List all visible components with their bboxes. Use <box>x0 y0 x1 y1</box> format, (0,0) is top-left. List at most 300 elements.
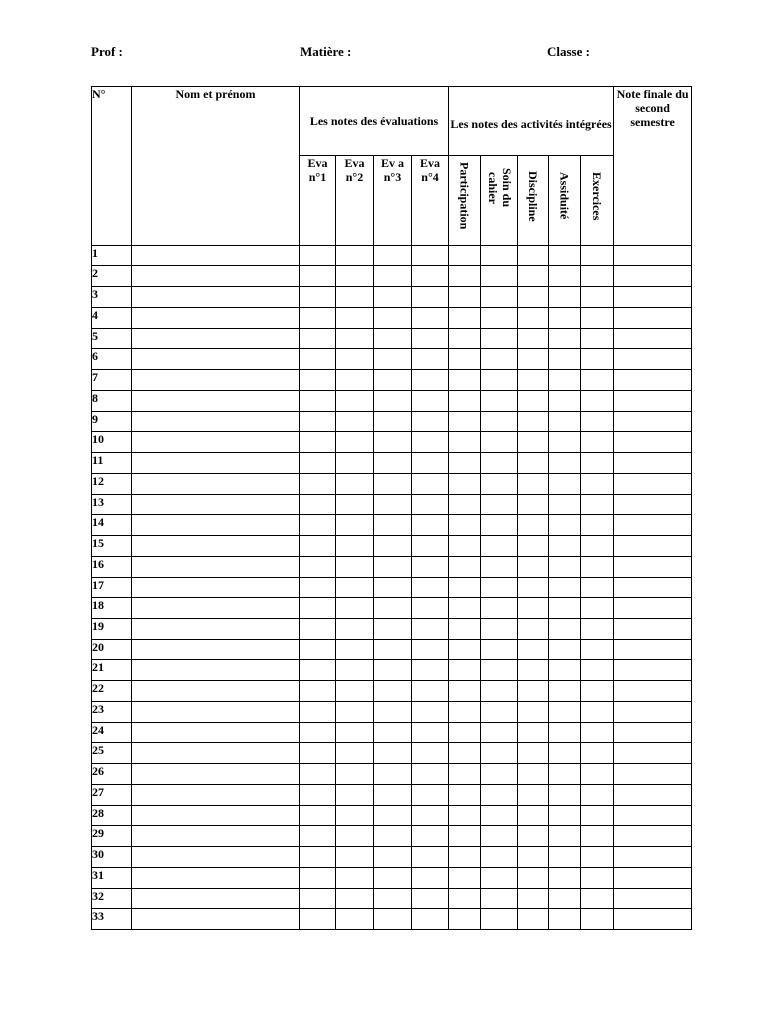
grade-cell[interactable] <box>336 598 374 619</box>
grade-cell[interactable] <box>449 432 481 453</box>
grade-cell[interactable] <box>614 702 692 723</box>
grade-cell[interactable] <box>581 868 614 889</box>
student-name-cell[interactable] <box>132 868 300 889</box>
grade-cell[interactable] <box>518 432 549 453</box>
grade-cell[interactable] <box>518 308 549 329</box>
grade-cell[interactable] <box>581 681 614 702</box>
grade-cell[interactable] <box>336 619 374 640</box>
grade-cell[interactable] <box>374 432 412 453</box>
grade-cell[interactable] <box>581 889 614 909</box>
grade-cell[interactable] <box>374 868 412 889</box>
grade-cell[interactable] <box>549 308 581 329</box>
student-name-cell[interactable] <box>132 578 300 598</box>
grade-cell[interactable] <box>374 495 412 515</box>
grade-cell[interactable] <box>374 826 412 847</box>
grade-cell[interactable] <box>549 515 581 536</box>
grade-cell[interactable] <box>300 681 336 702</box>
grade-cell[interactable] <box>412 764 449 785</box>
grade-cell[interactable] <box>581 266 614 287</box>
grade-cell[interactable] <box>449 578 481 598</box>
grade-cell[interactable] <box>581 391 614 412</box>
grade-cell[interactable] <box>412 266 449 287</box>
grade-cell[interactable] <box>412 432 449 453</box>
grade-cell[interactable] <box>614 723 692 743</box>
grade-cell[interactable] <box>549 266 581 287</box>
student-name-cell[interactable] <box>132 702 300 723</box>
grade-cell[interactable] <box>336 391 374 412</box>
grade-cell[interactable] <box>518 391 549 412</box>
grade-cell[interactable] <box>300 474 336 495</box>
grade-cell[interactable] <box>374 329 412 349</box>
grade-cell[interactable] <box>481 515 518 536</box>
grade-cell[interactable] <box>449 453 481 474</box>
grade-cell[interactable] <box>374 660 412 681</box>
grade-cell[interactable] <box>481 578 518 598</box>
grade-cell[interactable] <box>518 743 549 764</box>
grade-cell[interactable] <box>449 536 481 557</box>
grade-cell[interactable] <box>449 743 481 764</box>
grade-cell[interactable] <box>374 619 412 640</box>
grade-cell[interactable] <box>581 536 614 557</box>
student-name-cell[interactable] <box>132 515 300 536</box>
grade-cell[interactable] <box>374 391 412 412</box>
grade-cell[interactable] <box>581 474 614 495</box>
grade-cell[interactable] <box>336 474 374 495</box>
student-name-cell[interactable] <box>132 370 300 391</box>
grade-cell[interactable] <box>336 557 374 578</box>
grade-cell[interactable] <box>374 702 412 723</box>
grade-cell[interactable] <box>481 702 518 723</box>
grade-cell[interactable] <box>614 370 692 391</box>
grade-cell[interactable] <box>374 723 412 743</box>
grade-cell[interactable] <box>614 764 692 785</box>
grade-cell[interactable] <box>336 266 374 287</box>
grade-cell[interactable] <box>412 723 449 743</box>
grade-cell[interactable] <box>412 619 449 640</box>
grade-cell[interactable] <box>481 764 518 785</box>
grade-cell[interactable] <box>336 515 374 536</box>
student-name-cell[interactable] <box>132 287 300 308</box>
grade-cell[interactable] <box>374 557 412 578</box>
grade-cell[interactable] <box>412 515 449 536</box>
grade-cell[interactable] <box>412 743 449 764</box>
grade-cell[interactable] <box>481 619 518 640</box>
grade-cell[interactable] <box>300 536 336 557</box>
grade-cell[interactable] <box>549 660 581 681</box>
grade-cell[interactable] <box>581 349 614 370</box>
grade-cell[interactable] <box>614 660 692 681</box>
grade-cell[interactable] <box>518 660 549 681</box>
grade-cell[interactable] <box>614 266 692 287</box>
grade-cell[interactable] <box>300 349 336 370</box>
grade-cell[interactable] <box>481 412 518 432</box>
grade-cell[interactable] <box>549 743 581 764</box>
student-name-cell[interactable] <box>132 785 300 806</box>
grade-cell[interactable] <box>518 329 549 349</box>
student-name-cell[interactable] <box>132 806 300 826</box>
grade-cell[interactable] <box>412 246 449 266</box>
grade-cell[interactable] <box>481 909 518 930</box>
grade-cell[interactable] <box>336 349 374 370</box>
grade-cell[interactable] <box>614 515 692 536</box>
grade-cell[interactable] <box>412 598 449 619</box>
grade-cell[interactable] <box>581 785 614 806</box>
grade-cell[interactable] <box>549 349 581 370</box>
student-name-cell[interactable] <box>132 557 300 578</box>
grade-cell[interactable] <box>336 640 374 660</box>
grade-cell[interactable] <box>374 536 412 557</box>
grade-cell[interactable] <box>336 453 374 474</box>
grade-cell[interactable] <box>481 847 518 868</box>
grade-cell[interactable] <box>412 909 449 930</box>
grade-cell[interactable] <box>614 329 692 349</box>
grade-cell[interactable] <box>614 785 692 806</box>
grade-cell[interactable] <box>581 723 614 743</box>
student-name-cell[interactable] <box>132 847 300 868</box>
grade-cell[interactable] <box>581 287 614 308</box>
grade-cell[interactable] <box>614 743 692 764</box>
grade-cell[interactable] <box>336 826 374 847</box>
grade-cell[interactable] <box>518 287 549 308</box>
grade-cell[interactable] <box>581 308 614 329</box>
grade-cell[interactable] <box>300 557 336 578</box>
grade-cell[interactable] <box>581 764 614 785</box>
grade-cell[interactable] <box>300 412 336 432</box>
student-name-cell[interactable] <box>132 432 300 453</box>
grade-cell[interactable] <box>412 370 449 391</box>
grade-cell[interactable] <box>336 764 374 785</box>
grade-cell[interactable] <box>549 764 581 785</box>
grade-cell[interactable] <box>412 640 449 660</box>
grade-cell[interactable] <box>518 889 549 909</box>
student-name-cell[interactable] <box>132 640 300 660</box>
grade-cell[interactable] <box>374 681 412 702</box>
grade-cell[interactable] <box>581 660 614 681</box>
grade-cell[interactable] <box>449 349 481 370</box>
grade-cell[interactable] <box>374 889 412 909</box>
grade-cell[interactable] <box>412 557 449 578</box>
grade-cell[interactable] <box>518 640 549 660</box>
grade-cell[interactable] <box>412 660 449 681</box>
grade-cell[interactable] <box>449 495 481 515</box>
grade-cell[interactable] <box>481 391 518 412</box>
grade-cell[interactable] <box>581 909 614 930</box>
grade-cell[interactable] <box>449 598 481 619</box>
grade-cell[interactable] <box>481 453 518 474</box>
grade-cell[interactable] <box>412 826 449 847</box>
student-name-cell[interactable] <box>132 681 300 702</box>
grade-cell[interactable] <box>518 785 549 806</box>
grade-cell[interactable] <box>481 329 518 349</box>
grade-cell[interactable] <box>481 308 518 329</box>
grade-cell[interactable] <box>518 453 549 474</box>
grade-cell[interactable] <box>518 909 549 930</box>
student-name-cell[interactable] <box>132 743 300 764</box>
grade-cell[interactable] <box>449 308 481 329</box>
grade-cell[interactable] <box>374 909 412 930</box>
grade-cell[interactable] <box>581 515 614 536</box>
grade-cell[interactable] <box>412 495 449 515</box>
grade-cell[interactable] <box>336 370 374 391</box>
grade-cell[interactable] <box>449 391 481 412</box>
grade-cell[interactable] <box>549 702 581 723</box>
grade-cell[interactable] <box>336 847 374 868</box>
grade-cell[interactable] <box>549 370 581 391</box>
grade-cell[interactable] <box>549 909 581 930</box>
grade-cell[interactable] <box>614 619 692 640</box>
grade-cell[interactable] <box>481 785 518 806</box>
grade-cell[interactable] <box>336 660 374 681</box>
grade-cell[interactable] <box>412 329 449 349</box>
grade-cell[interactable] <box>300 806 336 826</box>
grade-cell[interactable] <box>300 743 336 764</box>
grade-cell[interactable] <box>581 495 614 515</box>
grade-cell[interactable] <box>300 287 336 308</box>
student-name-cell[interactable] <box>132 308 300 329</box>
grade-cell[interactable] <box>336 246 374 266</box>
grade-cell[interactable] <box>581 329 614 349</box>
grade-cell[interactable] <box>374 349 412 370</box>
grade-cell[interactable] <box>481 598 518 619</box>
grade-cell[interactable] <box>481 557 518 578</box>
grade-cell[interactable] <box>549 723 581 743</box>
grade-cell[interactable] <box>374 847 412 868</box>
grade-cell[interactable] <box>614 578 692 598</box>
student-name-cell[interactable] <box>132 266 300 287</box>
grade-cell[interactable] <box>614 826 692 847</box>
grade-cell[interactable] <box>300 598 336 619</box>
grade-cell[interactable] <box>481 640 518 660</box>
grade-cell[interactable] <box>481 266 518 287</box>
grade-cell[interactable] <box>549 868 581 889</box>
grade-cell[interactable] <box>412 847 449 868</box>
student-name-cell[interactable] <box>132 246 300 266</box>
grade-cell[interactable] <box>549 826 581 847</box>
grade-cell[interactable] <box>614 909 692 930</box>
student-name-cell[interactable] <box>132 329 300 349</box>
grade-cell[interactable] <box>518 515 549 536</box>
grade-cell[interactable] <box>336 785 374 806</box>
grade-cell[interactable] <box>449 246 481 266</box>
grade-cell[interactable] <box>549 557 581 578</box>
grade-cell[interactable] <box>449 847 481 868</box>
grade-cell[interactable] <box>518 370 549 391</box>
grade-cell[interactable] <box>549 785 581 806</box>
grade-cell[interactable] <box>518 826 549 847</box>
student-name-cell[interactable] <box>132 598 300 619</box>
grade-cell[interactable] <box>300 515 336 536</box>
grade-cell[interactable] <box>549 598 581 619</box>
grade-cell[interactable] <box>300 785 336 806</box>
grade-cell[interactable] <box>374 370 412 391</box>
grade-cell[interactable] <box>300 723 336 743</box>
grade-cell[interactable] <box>518 246 549 266</box>
grade-cell[interactable] <box>614 287 692 308</box>
grade-cell[interactable] <box>481 246 518 266</box>
grade-cell[interactable] <box>449 826 481 847</box>
grade-cell[interactable] <box>300 660 336 681</box>
grade-cell[interactable] <box>374 246 412 266</box>
grade-cell[interactable] <box>581 246 614 266</box>
student-name-cell[interactable] <box>132 764 300 785</box>
grade-cell[interactable] <box>336 495 374 515</box>
grade-cell[interactable] <box>374 412 412 432</box>
grade-cell[interactable] <box>481 889 518 909</box>
grade-cell[interactable] <box>481 743 518 764</box>
grade-cell[interactable] <box>336 868 374 889</box>
grade-cell[interactable] <box>300 868 336 889</box>
grade-cell[interactable] <box>481 370 518 391</box>
grade-cell[interactable] <box>549 287 581 308</box>
grade-cell[interactable] <box>336 578 374 598</box>
grade-cell[interactable] <box>374 474 412 495</box>
grade-cell[interactable] <box>374 287 412 308</box>
grade-cell[interactable] <box>300 889 336 909</box>
grade-cell[interactable] <box>449 909 481 930</box>
grade-cell[interactable] <box>581 432 614 453</box>
grade-cell[interactable] <box>581 619 614 640</box>
grade-cell[interactable] <box>336 806 374 826</box>
grade-cell[interactable] <box>449 889 481 909</box>
grade-cell[interactable] <box>300 702 336 723</box>
grade-cell[interactable] <box>300 370 336 391</box>
grade-cell[interactable] <box>581 370 614 391</box>
grade-cell[interactable] <box>300 308 336 329</box>
student-name-cell[interactable] <box>132 495 300 515</box>
grade-cell[interactable] <box>412 806 449 826</box>
grade-cell[interactable] <box>581 702 614 723</box>
grade-cell[interactable] <box>300 578 336 598</box>
grade-cell[interactable] <box>481 806 518 826</box>
student-name-cell[interactable] <box>132 391 300 412</box>
grade-cell[interactable] <box>518 619 549 640</box>
grade-cell[interactable] <box>412 287 449 308</box>
grade-cell[interactable] <box>412 308 449 329</box>
grade-cell[interactable] <box>412 412 449 432</box>
grade-cell[interactable] <box>518 868 549 889</box>
grade-cell[interactable] <box>336 432 374 453</box>
grade-cell[interactable] <box>518 474 549 495</box>
grade-cell[interactable] <box>614 412 692 432</box>
grade-cell[interactable] <box>549 391 581 412</box>
grade-cell[interactable] <box>549 453 581 474</box>
student-name-cell[interactable] <box>132 889 300 909</box>
grade-cell[interactable] <box>336 681 374 702</box>
grade-cell[interactable] <box>412 349 449 370</box>
grade-cell[interactable] <box>374 743 412 764</box>
grade-cell[interactable] <box>449 806 481 826</box>
grade-cell[interactable] <box>549 681 581 702</box>
grade-cell[interactable] <box>374 806 412 826</box>
grade-cell[interactable] <box>449 764 481 785</box>
grade-cell[interactable] <box>581 847 614 868</box>
grade-cell[interactable] <box>300 432 336 453</box>
grade-cell[interactable] <box>412 868 449 889</box>
grade-cell[interactable] <box>481 681 518 702</box>
grade-cell[interactable] <box>614 889 692 909</box>
grade-cell[interactable] <box>518 806 549 826</box>
grade-cell[interactable] <box>449 723 481 743</box>
grade-cell[interactable] <box>374 640 412 660</box>
grade-cell[interactable] <box>412 785 449 806</box>
student-name-cell[interactable] <box>132 453 300 474</box>
grade-cell[interactable] <box>374 453 412 474</box>
grade-cell[interactable] <box>449 785 481 806</box>
grade-cell[interactable] <box>549 412 581 432</box>
grade-cell[interactable] <box>581 806 614 826</box>
grade-cell[interactable] <box>481 723 518 743</box>
grade-cell[interactable] <box>449 702 481 723</box>
grade-cell[interactable] <box>336 723 374 743</box>
grade-cell[interactable] <box>336 889 374 909</box>
grade-cell[interactable] <box>614 495 692 515</box>
grade-cell[interactable] <box>581 578 614 598</box>
grade-cell[interactable] <box>581 826 614 847</box>
student-name-cell[interactable] <box>132 619 300 640</box>
grade-cell[interactable] <box>549 640 581 660</box>
grade-cell[interactable] <box>581 453 614 474</box>
grade-cell[interactable] <box>518 681 549 702</box>
grade-cell[interactable] <box>614 246 692 266</box>
grade-cell[interactable] <box>614 598 692 619</box>
grade-cell[interactable] <box>374 578 412 598</box>
grade-cell[interactable] <box>300 847 336 868</box>
grade-cell[interactable] <box>518 764 549 785</box>
grade-cell[interactable] <box>549 536 581 557</box>
grade-cell[interactable] <box>412 391 449 412</box>
grade-cell[interactable] <box>412 453 449 474</box>
grade-cell[interactable] <box>300 391 336 412</box>
grade-cell[interactable] <box>614 453 692 474</box>
grade-cell[interactable] <box>336 329 374 349</box>
grade-cell[interactable] <box>449 474 481 495</box>
student-name-cell[interactable] <box>132 826 300 847</box>
grade-cell[interactable] <box>374 515 412 536</box>
grade-cell[interactable] <box>481 536 518 557</box>
grade-cell[interactable] <box>449 412 481 432</box>
grade-cell[interactable] <box>412 474 449 495</box>
student-name-cell[interactable] <box>132 412 300 432</box>
student-name-cell[interactable] <box>132 474 300 495</box>
grade-cell[interactable] <box>581 743 614 764</box>
grade-cell[interactable] <box>581 640 614 660</box>
student-name-cell[interactable] <box>132 723 300 743</box>
grade-cell[interactable] <box>449 329 481 349</box>
grade-cell[interactable] <box>518 412 549 432</box>
grade-cell[interactable] <box>412 681 449 702</box>
grade-cell[interactable] <box>549 806 581 826</box>
grade-cell[interactable] <box>549 619 581 640</box>
grade-cell[interactable] <box>336 287 374 308</box>
student-name-cell[interactable] <box>132 349 300 370</box>
grade-cell[interactable] <box>374 785 412 806</box>
grade-cell[interactable] <box>449 515 481 536</box>
grade-cell[interactable] <box>481 495 518 515</box>
grade-cell[interactable] <box>518 598 549 619</box>
grade-cell[interactable] <box>336 536 374 557</box>
student-name-cell[interactable] <box>132 909 300 930</box>
grade-cell[interactable] <box>412 536 449 557</box>
grade-cell[interactable] <box>518 349 549 370</box>
grade-cell[interactable] <box>614 536 692 557</box>
grade-cell[interactable] <box>481 660 518 681</box>
grade-cell[interactable] <box>481 474 518 495</box>
grade-cell[interactable] <box>449 681 481 702</box>
grade-cell[interactable] <box>449 868 481 889</box>
grade-cell[interactable] <box>300 826 336 847</box>
grade-cell[interactable] <box>412 702 449 723</box>
grade-cell[interactable] <box>481 349 518 370</box>
